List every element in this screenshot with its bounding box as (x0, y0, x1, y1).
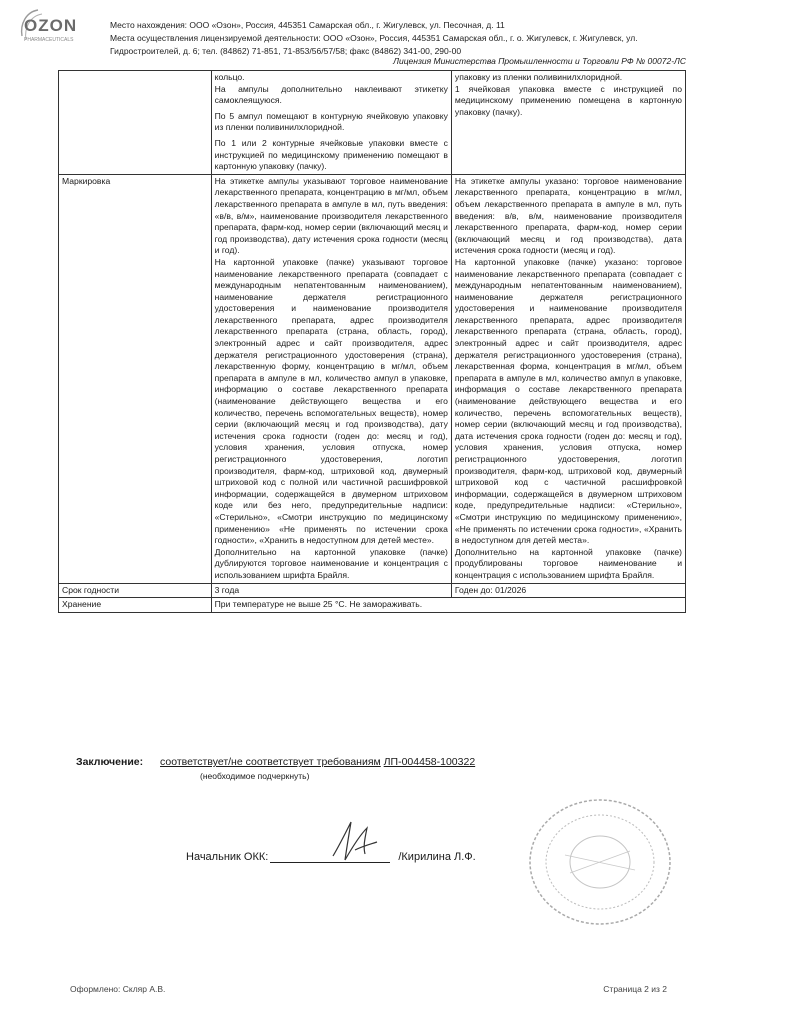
row-label: Хранение (59, 598, 212, 613)
storage-cell: При температуре не выше 25 °С. Не замораживать. (211, 598, 685, 613)
table-row (59, 71, 686, 175)
header-activity-address: Места осуществления лицензируемой деятельности: ООО «Озон», Россия, 445351 Самарская обл., г. о. Жигулевск, г. Жигулевск, ул. (110, 33, 638, 43)
signature-row (186, 850, 476, 863)
signature-line (270, 850, 390, 863)
result-cell: На этикетке ампулы указано: торговое наименование лекарственного препарата, концентрацию в мг/мл, объем лекарственного препарата в ампуле в мл, путь введения: в/в, в/м, наименование производителя лекарственного препарата, фарм-код, номер серии (включающий месяц и год производства), дата истечения срока годности (месяц и год). На картонной упаковке (пачке) указано: торговое наименование лекарственного препарата (совпадает с международным непатентованным наименованием), наименование держателя регистрационного удостоверения и наименование производителя лекарственного препарата, адрес производителя лекарственного препарата (страна, область, город), электронный адрес и сайт производителя, адрес держателя регистрационного удостоверения (страна), лекарственная форма, концентрация в мг/мл, объем препарата в ампуле в мл, количество ампул в упаковке, информация о составе лекарственного препарата (наименование действующего вещества и его количество, перечень вспомогательных веществ), номер серии (включающий месяц и год производства), дата истечения срока годности (годен до: месяц и год), условия хранения, условия отпуска, номер регистрационного удостоверения, логотип производителя, фарм-код, штриховой код, двумерный штриховой код с частичной расшифровкой информации, содержащейся в двумерном штриховом коде, предупредительные надписи: «Стерильно», «Смотри инструкцию по медицинскому применению», «Не применять по истечении срока годности», «Хранить в недоступном для детей места». Дополнительно на картонной упаковке (пачке) продублированы торговое наименование и концентрация с использованием шрифта Брайля. (451, 174, 685, 583)
conclusion-doc: ЛП-004458-100322 (383, 756, 476, 768)
result-cell: Годен до: 01/2026 (451, 583, 685, 598)
signatory-name: /Кирилина Л.Ф. (398, 851, 476, 863)
table-row (59, 174, 686, 583)
logo-wordmark: OZON (24, 16, 78, 35)
header-license: Лицензия Министерства Промышленности и Торговли РФ № 00072-ЛС (393, 56, 686, 66)
conclusion-note: (необходимое подчеркнуть) (200, 771, 310, 781)
result-cell: упаковку из пленки поливинилхлоридной. 1 ячейковая упаковка вместе с инструкцией по медицинскому применению помещена в картонную упаковку (пачку). (451, 71, 685, 175)
footer-prepared: Оформлено: Скляр А.В. (70, 984, 166, 994)
row-label: Срок годности (59, 583, 212, 598)
row-label (59, 71, 212, 175)
header-contacts: Гидростроителей, д. 6; тел. (84862) 71-851, 71-853/56/57/58; факс (84862) 341-00, 290-00 (110, 46, 462, 56)
table-row (59, 583, 686, 598)
logo-subtitle: PHARMACEUTICALS (24, 37, 74, 43)
conclusion-label: Заключение: (76, 756, 144, 768)
conclusion-text: соответствует/не соответствует требованиям (160, 756, 381, 768)
stamp-seal (525, 795, 675, 930)
spec-table (58, 70, 686, 613)
table-row (59, 598, 686, 613)
header-address: Место нахождения: ООО «Озон», Россия, 445351 Самарская обл., г. Жигулевск, ул. Песочная, д. 11 (110, 20, 505, 30)
spec-cell: На этикетке ампулы указывают торговое наименование лекарственного препарата, концентрацию в мг/мл, объем лекарственного препарата в ампуле в мл, путь введения: «в/в, в/м», наименование производителя лекарственного препарата, фарм-код, номер серии (включающий месяц и год производства), дату истечения срока годности (месяц и год). На картонной упаковке (пачке) указывают торговое наименование лекарственного препарата (совпадает с международным непатентованным наименованием), наименование держателя регистрационного удостоверения и наименование производителя лекарственного препарата, адрес производителя лекарственного препарата (страна, область, город), электронный адрес и сайт производителя, адрес держателя регистрационного удостоверения (страна), лекарственную форму, концентрацию в мг/мл, объем препарата в ампуле в мл, количество ампул в упаковке, информацию о составе лекарственного препарата (наименование действующего вещества и его количество, перечень вспомогательных веществ), номер серии (включающий месяц и год производства), дату истечения срока годности (годен до: месяц и год), условия хранения, условия отпуска, номер регистрационного удостоверения, логотип производителя, фарм-код, штриховой код, двумерный штриховой код с полной или частичной расшифровкой информации, содержащейся в двумерном штриховом коде или без него, предупредительные надписи: «Стерильно», «Смотри инструкцию по медицинскому применению» «Не применять по истечении срока годности», «Хранить в недоступном для детей месте». Дополнительно на картонной упаковке (пачке) дублируются торговое наименование и концентрация с использованием шрифта Брайля. (211, 174, 451, 583)
page-number: Страница 2 из 2 (603, 984, 667, 994)
spec-cell: кольцо. На ампулы дополнительно наклеивают этикетку самоклеящуюся. По 5 ампул помещают в контурную ячейковую упаковку из пленки поливинилхлоридной. По 1 или 2 контурные ячейковые упаковки вместе с инструкцией по медицинскому применению помещают в картонную упаковку (пачку). (211, 71, 451, 175)
conclusion (76, 756, 475, 768)
spec-cell: 3 года (211, 583, 451, 598)
row-label: Маркировка (59, 174, 212, 583)
signatory-title: Начальник ОКК: (186, 851, 269, 863)
